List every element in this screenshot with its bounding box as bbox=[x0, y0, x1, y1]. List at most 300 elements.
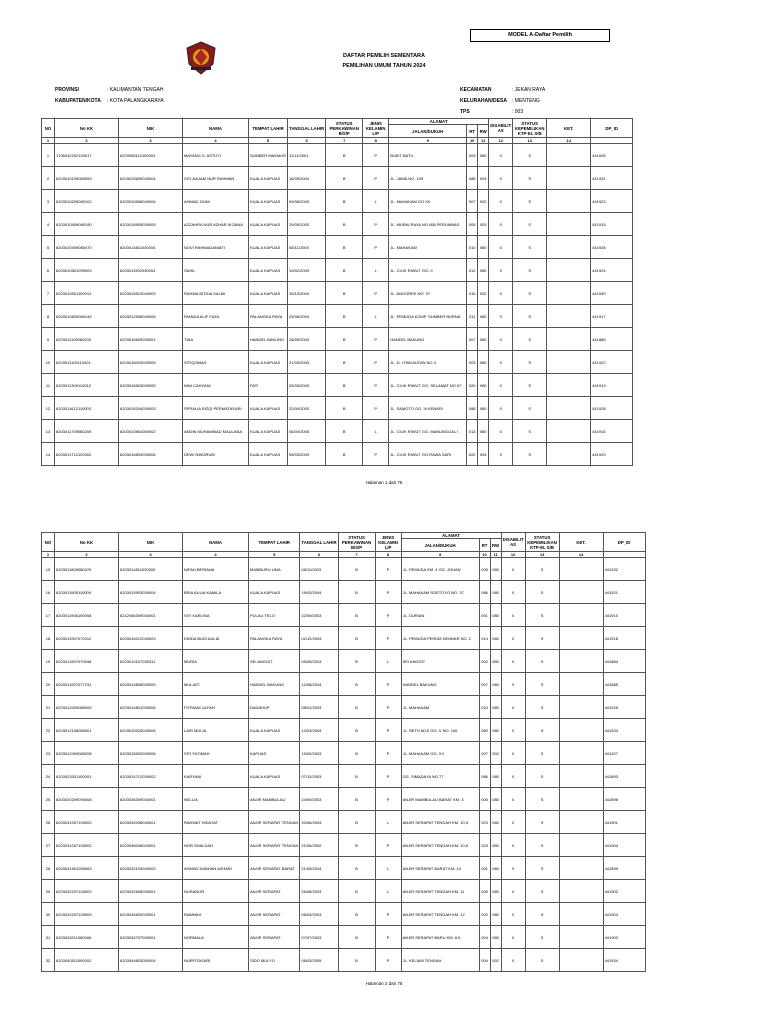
cell-rw: 080 bbox=[490, 581, 501, 604]
cell-rw: 080 bbox=[478, 397, 489, 420]
cell-status-ktp: S bbox=[525, 857, 559, 880]
cell-dp-id: 441924 bbox=[591, 259, 633, 282]
cell-jenis-kelamin: P bbox=[375, 719, 401, 742]
cell-no: 6 bbox=[42, 259, 55, 282]
cell-rt: 001 bbox=[479, 604, 490, 627]
cell-nik: 6203016204030003 bbox=[119, 397, 183, 420]
cell-no: 14 bbox=[42, 443, 55, 466]
cell-jalan: JL. CILIK RIWUT GG. SELAMAT NO 67 bbox=[389, 374, 467, 397]
cell-no-kk: 6203010501100012 bbox=[55, 282, 119, 305]
column-number-6: 6 bbox=[300, 552, 338, 558]
table-row bbox=[42, 834, 646, 857]
cell-tempat-lahir: PATI bbox=[249, 374, 288, 397]
header-no-kk: No KK bbox=[55, 119, 119, 138]
cell-tempat-lahir: SEI ANGGIT bbox=[249, 650, 300, 673]
cell-status-perkawinan: B bbox=[338, 834, 375, 857]
table-row bbox=[42, 305, 633, 328]
cell-dp-id: 441925 bbox=[603, 696, 645, 719]
cell-status-ktp: S bbox=[525, 719, 559, 742]
header-nama: NAMA bbox=[183, 119, 249, 138]
column-number-8: 8 bbox=[375, 552, 401, 558]
cell-no: 13 bbox=[42, 420, 55, 443]
cell-ket bbox=[559, 696, 603, 719]
cell-rw: 080 bbox=[490, 719, 501, 742]
cell-ket bbox=[547, 213, 591, 236]
cell-ket bbox=[547, 305, 591, 328]
cell-rw: 080 bbox=[478, 259, 489, 282]
cell-nik: 6212056309030001 bbox=[119, 604, 183, 627]
cell-no-kk: 6203010501090003 bbox=[55, 259, 119, 282]
cell-jenis-kelamin: P bbox=[363, 374, 389, 397]
cell-nik: 6203010804050002 bbox=[119, 420, 183, 443]
cell-ket bbox=[547, 236, 591, 259]
cell-tanggal-lahir: 02/12/2004 bbox=[300, 627, 338, 650]
column-number-9: 9 bbox=[401, 552, 479, 558]
table-row bbox=[42, 144, 633, 167]
cell-rw: 080 bbox=[490, 788, 501, 811]
cell-jalan: ANJIR SERAPAT TENGAH KM. 10,5 bbox=[401, 834, 479, 857]
cell-status-ktp: S bbox=[513, 351, 547, 374]
cell-status-perkawinan: B bbox=[338, 880, 375, 903]
region-info-right bbox=[460, 85, 545, 118]
cell-rt: 013 bbox=[467, 420, 478, 443]
cell-rt: 020 bbox=[467, 374, 478, 397]
cell-dp-id: 441898 bbox=[603, 788, 645, 811]
cell-tempat-lahir: SUMBER MAKMUR bbox=[249, 144, 288, 167]
table-row bbox=[42, 673, 646, 696]
column-number-13: 13 bbox=[525, 552, 559, 558]
cell-no: 32 bbox=[42, 949, 55, 972]
cell-jenis-kelamin: P bbox=[363, 328, 389, 351]
cell-jalan: JL. MAHAKAM bbox=[389, 236, 467, 259]
cell-rt: 004 bbox=[479, 926, 490, 949]
cell-nama: SITIQOMAH bbox=[183, 351, 249, 374]
header-status-perkawinan: STATUS PERKAWINAN B/S/P bbox=[338, 533, 375, 552]
cell-status-perkawinan: B bbox=[326, 328, 363, 351]
cell-dp-id: 441917 bbox=[591, 305, 633, 328]
cell-dp-id: 441933 bbox=[603, 719, 645, 742]
cell-no-kk: 6203011907070048 bbox=[55, 650, 119, 673]
cell-jalan: JL. SETH ADJI GG. V NO. 106 bbox=[401, 719, 479, 742]
cell-rw: 002 bbox=[478, 282, 489, 305]
cell-ket bbox=[559, 811, 603, 834]
cell-status-perkawinan: B bbox=[326, 167, 363, 190]
cell-nik: 6203015902030006 bbox=[119, 742, 183, 765]
cell-tempat-lahir: KUALA KAPUAS bbox=[249, 282, 288, 305]
cell-status-perkawinan: B bbox=[338, 627, 375, 650]
cell-ket bbox=[559, 880, 603, 903]
cell-status-ktp: S bbox=[525, 949, 559, 972]
column-number-2: 2 bbox=[55, 552, 119, 558]
cell-ket bbox=[559, 650, 603, 673]
cell-rt: 007 bbox=[467, 328, 478, 351]
document-title: DAFTAR PEMILIH SEMENTARA bbox=[343, 53, 425, 59]
cell-ket bbox=[559, 673, 603, 696]
cell-tempat-lahir: ANJIR SERAPAT TENGAH bbox=[249, 834, 300, 857]
cell-jalan: JL. MAHAKAM GG. XII bbox=[401, 742, 479, 765]
cell-nama: SITI NAJAM NUR RAHMAN bbox=[183, 167, 249, 190]
cell-no-kk: 6203011109080205 bbox=[55, 328, 119, 351]
cell-disabilitas: 0 bbox=[501, 673, 525, 696]
cell-no: 17 bbox=[42, 604, 55, 627]
cell-jalan: BUKIT BATU bbox=[389, 144, 467, 167]
cell-rw: 080 bbox=[490, 880, 501, 903]
cell-nama: AHMAD ZAINI bbox=[183, 190, 249, 213]
header-tempat-lahir: TEMPAT LAHIR bbox=[249, 533, 300, 552]
tps-value: : 003 bbox=[512, 109, 524, 115]
cell-no-kk: 6203040511090002 bbox=[55, 949, 119, 972]
cell-jenis-kelamin: P bbox=[375, 696, 401, 719]
cell-rt: 011 bbox=[467, 305, 478, 328]
cell-status-ktp: S bbox=[513, 328, 547, 351]
header-ket: KET. bbox=[559, 533, 603, 552]
cell-status-perkawinan: B bbox=[338, 558, 375, 581]
cell-no: 18 bbox=[42, 627, 55, 650]
cell-no-kk: 6203012108080001 bbox=[55, 719, 119, 742]
column-number-12: 12 bbox=[501, 552, 525, 558]
cell-jalan: JL. D. I PANJAITAN NO 3 bbox=[389, 351, 467, 374]
cell-rt: 086 bbox=[479, 581, 490, 604]
table-row bbox=[42, 190, 633, 213]
cell-rw: 080 bbox=[490, 673, 501, 696]
provinsi-value: : KALIMANTAN TENGAH bbox=[107, 87, 164, 93]
cell-no-kk: 6203011907077231 bbox=[55, 673, 119, 696]
header-alamat: ALAMAT bbox=[389, 119, 489, 125]
cell-tempat-lahir: KUALA KAPUAS bbox=[249, 765, 300, 788]
cell-tanggal-lahir: 08/04/2005 bbox=[288, 420, 326, 443]
cell-jalan: JL. ANGGREK NO. 37 bbox=[389, 282, 467, 305]
cell-nama: MAYANG S. ASTUTI bbox=[183, 144, 249, 167]
cell-ket bbox=[547, 282, 591, 305]
cell-no: 23 bbox=[42, 742, 55, 765]
cell-dp-id: 441927 bbox=[603, 742, 645, 765]
cell-dp-id: 441904 bbox=[603, 834, 645, 857]
cell-no: 21 bbox=[42, 696, 55, 719]
cell-no-kk: 6203010409080190 bbox=[55, 213, 119, 236]
header-no: NO bbox=[42, 119, 55, 138]
cell-no-kk: 6203010209080102 bbox=[55, 190, 119, 213]
cell-tempat-lahir: PALANGKA RAYA bbox=[249, 627, 300, 650]
cell-disabilitas: 0 bbox=[489, 351, 513, 374]
cell-no: 10 bbox=[42, 351, 55, 374]
cell-dp-id: 441901 bbox=[603, 811, 645, 834]
cell-rw: 080 bbox=[478, 305, 489, 328]
kecamatan-value: : JEKAN RAYA bbox=[512, 87, 546, 93]
cell-status-perkawinan: B bbox=[338, 903, 375, 926]
cell-status-ktp: S bbox=[525, 581, 559, 604]
column-number-11: 11 bbox=[478, 138, 489, 144]
cell-status-perkawinan: B bbox=[338, 765, 375, 788]
cell-no-kk: 6203033211080006 bbox=[55, 926, 119, 949]
cell-no-kk: 6203011109110001 bbox=[55, 351, 119, 374]
cell-jenis-kelamin: P bbox=[375, 834, 401, 857]
header-rt: RT bbox=[479, 539, 490, 552]
table-row bbox=[42, 742, 646, 765]
cell-no: 28 bbox=[42, 857, 55, 880]
cell-rw: 080 bbox=[490, 627, 501, 650]
cell-jenis-kelamin: P bbox=[363, 167, 389, 190]
cell-status-perkawinan: B bbox=[338, 650, 375, 673]
cell-tanggal-lahir: 08/01/2003 bbox=[300, 696, 338, 719]
column-number-7: 7 bbox=[338, 552, 375, 558]
cell-status-perkawinan: B bbox=[326, 374, 363, 397]
cell-no: 24 bbox=[42, 765, 55, 788]
cell-nik: 6203014801030006 bbox=[119, 696, 183, 719]
cell-disabilitas: 0 bbox=[489, 374, 513, 397]
cell-nik: 6203024712030002 bbox=[119, 765, 183, 788]
voter-table-page-1 bbox=[41, 118, 633, 466]
cell-disabilitas: 0 bbox=[501, 903, 525, 926]
table-row bbox=[42, 903, 646, 926]
cell-no-kk: 6203011907072012 bbox=[55, 627, 119, 650]
cell-jalan: HANDEL BAKUNG bbox=[389, 328, 467, 351]
cell-jenis-kelamin: L bbox=[363, 305, 389, 328]
cell-status-perkawinan: B bbox=[338, 673, 375, 696]
header-jalan: JALAN/DUKUH bbox=[401, 539, 479, 552]
cell-no: 1 bbox=[42, 144, 55, 167]
cell-jenis-kelamin: L bbox=[375, 857, 401, 880]
cell-rw: 080 bbox=[478, 351, 489, 374]
cell-dp-id: 441929 bbox=[591, 443, 633, 466]
cell-nama: AHMAD NABHAN AZHARI bbox=[183, 857, 249, 880]
table-row bbox=[42, 374, 633, 397]
table-row bbox=[42, 926, 646, 949]
cell-status-ktp: S bbox=[513, 282, 547, 305]
cell-rw: 080 bbox=[478, 374, 489, 397]
cell-rt: 004 bbox=[479, 949, 490, 972]
cell-nama: NIFAH BERIANA bbox=[183, 558, 249, 581]
cell-nama: MURIA bbox=[183, 650, 249, 673]
cell-ket bbox=[547, 328, 591, 351]
cell-jalan: ANJIR MAMBULAU BARAT KM. 3 bbox=[401, 788, 479, 811]
cell-ket bbox=[559, 903, 603, 926]
cell-rw: 003 bbox=[478, 213, 489, 236]
cell-status-perkawinan: B bbox=[338, 788, 375, 811]
cell-jalan: JL. JAWA NO. 109 bbox=[389, 167, 467, 190]
cell-rw: 080 bbox=[490, 604, 501, 627]
column-number-11: 11 bbox=[490, 552, 501, 558]
cell-jalan: JL. PEMUDA PERUM DENNAR NO. 1 bbox=[401, 627, 479, 650]
cell-rt: 010 bbox=[467, 236, 478, 259]
cell-nama: SAHIL bbox=[183, 259, 249, 282]
cell-jenis-kelamin: P bbox=[363, 443, 389, 466]
cell-nik: 6203015510040003 bbox=[119, 282, 183, 305]
cell-ket bbox=[547, 190, 591, 213]
column-number-6: 6 bbox=[288, 138, 326, 144]
cell-jenis-kelamin: P bbox=[375, 926, 401, 949]
cell-tempat-lahir: PALANGKA RAYA bbox=[249, 305, 288, 328]
cell-nik: 6203014811030004 bbox=[119, 236, 183, 259]
cell-status-ktp: S bbox=[525, 880, 559, 903]
cell-no-kk: 6203031901090063 bbox=[55, 857, 119, 880]
column-number-4: 4 bbox=[183, 552, 249, 558]
cell-disabilitas: 0 bbox=[501, 880, 525, 903]
cell-rw: 002 bbox=[478, 190, 489, 213]
cell-no: 19 bbox=[42, 650, 55, 673]
cell-nama: SPRALIA RIZQI PERMATASARI bbox=[183, 397, 249, 420]
cell-disabilitas: 0 bbox=[501, 765, 525, 788]
cell-nama: RAHMAT HIDAYAT bbox=[183, 811, 249, 834]
cell-ket bbox=[559, 627, 603, 650]
cell-ket bbox=[547, 259, 591, 282]
cell-jenis-kelamin: P bbox=[375, 604, 401, 627]
cell-rt: 002 bbox=[479, 903, 490, 926]
header-no-kk: No KK bbox=[55, 533, 119, 552]
cell-rt: 005 bbox=[467, 213, 478, 236]
cell-tempat-lahir: HANDEL BAKUNG bbox=[249, 328, 288, 351]
cell-jalan: ANJIR SERAPAT TENGAH KM. 12 bbox=[401, 903, 479, 926]
cell-dp-id: 441886 bbox=[591, 328, 633, 351]
cell-tempat-lahir: KUALA KAPUAS bbox=[249, 167, 288, 190]
cell-rw: 080 bbox=[490, 811, 501, 834]
cell-status-perkawinan: B bbox=[338, 949, 375, 972]
cell-no: 2 bbox=[42, 167, 55, 190]
cell-ket bbox=[559, 765, 603, 788]
cell-disabilitas: 0 bbox=[489, 236, 513, 259]
cell-jalan: JL. MAHAKAM GG.XII bbox=[389, 190, 467, 213]
table-row bbox=[42, 627, 646, 650]
cell-tanggal-lahir: 21/06/2002 bbox=[300, 834, 338, 857]
cell-tanggal-lahir: 22/04/2003 bbox=[288, 397, 326, 420]
cell-no-kk: 6203031007100002 bbox=[55, 834, 119, 857]
table-row bbox=[42, 696, 646, 719]
cell-dp-id: 441906 bbox=[591, 144, 633, 167]
cell-dp-id: 441922 bbox=[591, 351, 633, 374]
cell-rw: 080 bbox=[478, 236, 489, 259]
cell-no-kk: 6203031007100002 bbox=[55, 811, 119, 834]
cell-rt: 015 bbox=[467, 282, 478, 305]
table-row bbox=[42, 351, 633, 374]
cell-ket bbox=[547, 144, 591, 167]
cell-dp-id: 441903 bbox=[603, 903, 645, 926]
cell-tanggal-lahir: 15/10/2004 bbox=[288, 282, 326, 305]
cell-tanggal-lahir: 24/09/2003 bbox=[300, 788, 338, 811]
cell-status-perkawinan: B bbox=[326, 397, 363, 420]
cell-nama: AZZAHRA NUR AZHAR IKOANA bbox=[183, 213, 249, 236]
cell-disabilitas: 0 bbox=[489, 144, 513, 167]
cell-rt: 022 bbox=[467, 443, 478, 466]
cell-status-perkawinan: B bbox=[338, 811, 375, 834]
cell-jalan: ANJIR SERAPAT TENGAH KM. 10,5 bbox=[401, 811, 479, 834]
cell-rw: 004 bbox=[478, 443, 489, 466]
column-number-9: 9 bbox=[389, 138, 467, 144]
cell-status-ktp: S bbox=[525, 604, 559, 627]
table-row bbox=[42, 259, 633, 282]
cell-tanggal-lahir: 19/02/2003 bbox=[300, 742, 338, 765]
cell-rw: 080 bbox=[490, 857, 501, 880]
cell-nik: 6203034707030001 bbox=[119, 926, 183, 949]
cell-rt: 023 bbox=[479, 811, 490, 834]
cell-nama: BRIA AULIA KAMILA bbox=[183, 581, 249, 604]
cell-status-ktp: S bbox=[513, 236, 547, 259]
cell-rt: 003 bbox=[467, 351, 478, 374]
cell-status-perkawinan: B bbox=[338, 604, 375, 627]
cell-jalan: ANJIR SERAPAT BARU KM. 8,5 bbox=[401, 926, 479, 949]
cell-tempat-lahir: KAPUAS bbox=[249, 742, 300, 765]
cell-status-ktp: S bbox=[525, 558, 559, 581]
header-disabilitas: DISABILIT AS bbox=[489, 119, 513, 138]
cell-no: 4 bbox=[42, 213, 55, 236]
cell-tempat-lahir: SIDO MULYO bbox=[249, 949, 300, 972]
cell-nama: RIANDA ALIF FAZA bbox=[183, 305, 249, 328]
cell-rt: 005 bbox=[479, 558, 490, 581]
page-2-footer: Halaman 2 dari 75 bbox=[365, 981, 403, 986]
cell-status-perkawinan: B bbox=[326, 351, 363, 374]
table-row bbox=[42, 420, 633, 443]
column-number-14: 14 bbox=[547, 138, 591, 144]
cell-no: 3 bbox=[42, 190, 55, 213]
cell-no-kk: 6203010609080149 bbox=[55, 305, 119, 328]
table-row bbox=[42, 857, 646, 880]
cell-tempat-lahir: KUALA KAPUAS bbox=[249, 443, 288, 466]
cell-nama: RAHMA BITDIA SALMI bbox=[183, 282, 249, 305]
cell-jalan: GG. SIMADAYA NO.77 bbox=[401, 765, 479, 788]
cell-no-kk: 6203032207100009 bbox=[55, 903, 119, 926]
table-row bbox=[42, 282, 633, 305]
column-number-7: 7 bbox=[326, 138, 363, 144]
cell-nama: DINDA BUDI AULIA bbox=[183, 627, 249, 650]
cell-tanggal-lahir: 12/08/2004 bbox=[300, 673, 338, 696]
table-row bbox=[42, 236, 633, 259]
cell-tanggal-lahir: 19/03/2004 bbox=[300, 581, 338, 604]
header-disabilitas: DISABILIT AS bbox=[501, 533, 525, 552]
cell-tanggal-lahir: 05/03/2003 bbox=[288, 443, 326, 466]
cell-nik: 6203032608030001 bbox=[119, 880, 183, 903]
cell-ket bbox=[559, 834, 603, 857]
cell-disabilitas: 0 bbox=[501, 719, 525, 742]
cell-rt: 023 bbox=[479, 834, 490, 857]
table-row bbox=[42, 397, 633, 420]
cell-no-kk: 6203011712120002 bbox=[55, 443, 119, 466]
cell-rw: 080 bbox=[490, 903, 501, 926]
table-row bbox=[42, 765, 646, 788]
cell-tanggal-lahir: 25/03/2003 bbox=[288, 374, 326, 397]
table-row bbox=[42, 328, 633, 351]
cell-tanggal-lahir: 11/11/2001 bbox=[288, 144, 326, 167]
cell-no: 31 bbox=[42, 926, 55, 949]
cell-no: 22 bbox=[42, 719, 55, 742]
cell-ket bbox=[547, 443, 591, 466]
cell-disabilitas: 0 bbox=[501, 788, 525, 811]
cell-tanggal-lahir: 09/08/2003 bbox=[288, 190, 326, 213]
cell-nama: NINI CAHYANI bbox=[183, 374, 249, 397]
column-number-1: 1 bbox=[42, 138, 55, 144]
cell-disabilitas: 0 bbox=[489, 397, 513, 420]
cell-jalan: JL. KELAMI TENGAH bbox=[401, 949, 479, 972]
cell-nama: FITRIANI ULFAH bbox=[183, 696, 249, 719]
table-row bbox=[42, 650, 646, 673]
cell-tanggal-lahir: 26/09/2003 bbox=[288, 328, 326, 351]
cell-nama: KARYANI bbox=[183, 765, 249, 788]
cell-jenis-kelamin: L bbox=[363, 259, 389, 282]
cell-ket bbox=[547, 167, 591, 190]
cell-nik: 6203016603030006 bbox=[119, 443, 183, 466]
header-nik: NIK bbox=[119, 533, 183, 552]
cell-disabilitas: 0 bbox=[489, 443, 513, 466]
cell-nik: 6203044603050004 bbox=[119, 949, 183, 972]
table-row bbox=[42, 167, 633, 190]
cell-jenis-kelamin: P bbox=[363, 236, 389, 259]
cell-disabilitas: 0 bbox=[501, 627, 525, 650]
cell-jenis-kelamin: P bbox=[375, 558, 401, 581]
cell-nik: 6203015903030004 bbox=[119, 581, 183, 604]
cell-ket bbox=[559, 857, 603, 880]
cell-status-perkawinan: B bbox=[326, 144, 363, 167]
cell-disabilitas: 0 bbox=[489, 190, 513, 213]
cell-jenis-kelamin: P bbox=[363, 144, 389, 167]
cell-rt: 005 bbox=[479, 788, 490, 811]
table-row bbox=[42, 558, 646, 581]
